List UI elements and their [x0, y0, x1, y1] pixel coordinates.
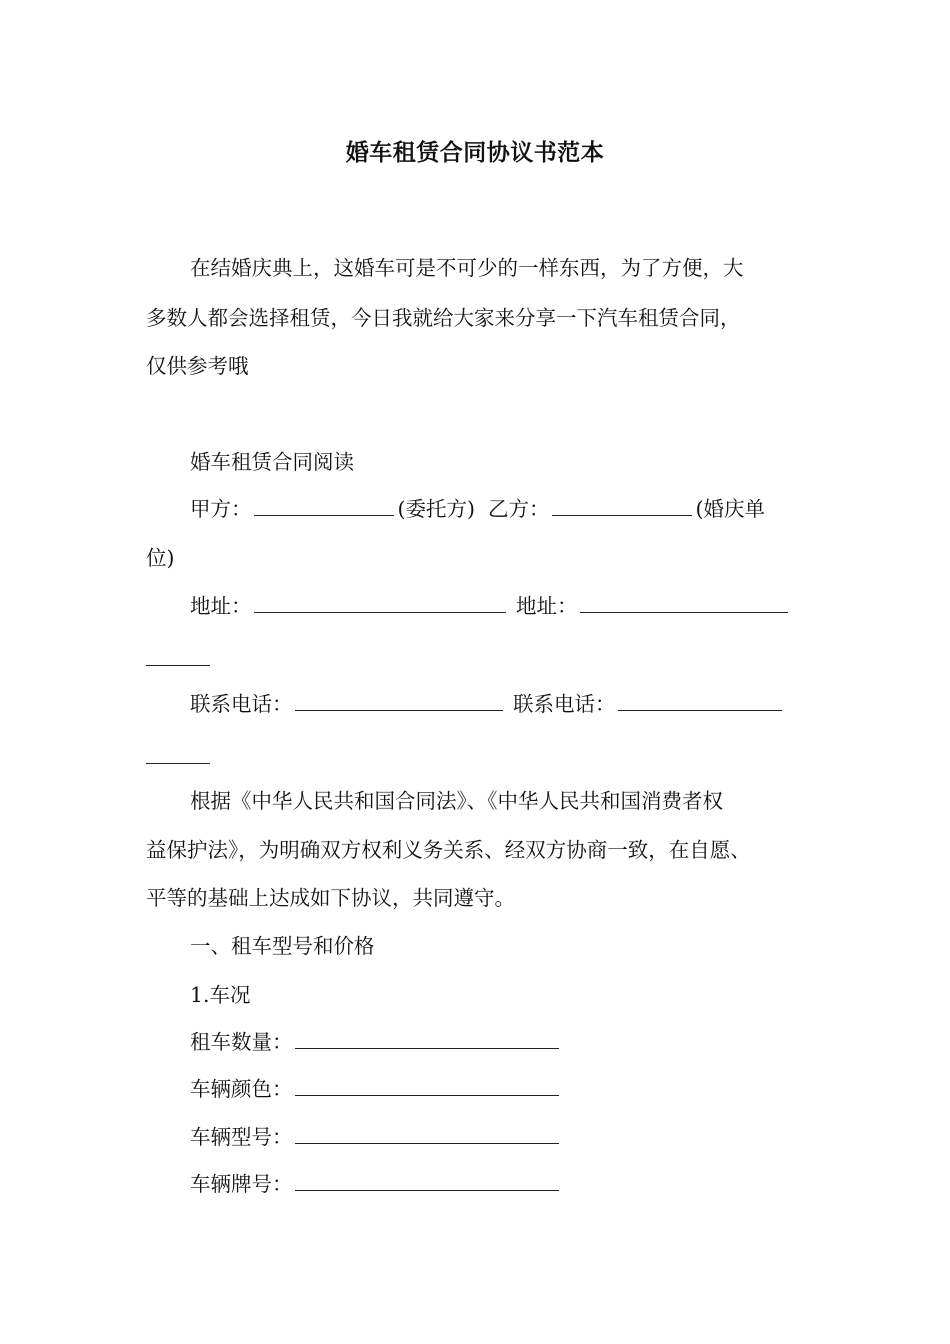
preamble-line-3: 平等的基础上达成如下协议，共同遵守。: [146, 886, 515, 910]
field-license-plate: [190, 1170, 563, 1198]
field-vehicle-model: [190, 1123, 563, 1151]
phone-line: [190, 690, 786, 718]
field-rental-quantity: [190, 1028, 563, 1056]
intro-line-3: 仅供参考哦: [146, 354, 249, 378]
phone-a-label: 联系电话：: [190, 692, 293, 716]
preamble-line-2: 益保护法》，为明确双方权利义务关系、经双方协商一致，在自愿、: [146, 838, 751, 862]
field-blank: [295, 1170, 559, 1191]
address-a-blank: [254, 592, 506, 613]
clause-1-subheading: 1.车况: [190, 983, 251, 1007]
address-line: [190, 592, 792, 620]
party-b-label: 乙方：: [488, 497, 550, 521]
preamble-line-1: 根据《中华人民共和国合同法》、《中华人民共和国消费者权: [190, 789, 723, 813]
parties-line: [190, 495, 765, 523]
section-heading: 婚车租赁合同阅读: [190, 450, 354, 474]
address-b-label: 地址：: [516, 594, 578, 618]
field-blank: [295, 1075, 559, 1096]
field-vehicle-color: [190, 1075, 563, 1103]
address-b-blank: [580, 592, 788, 613]
intro-line-2: 多数人都会选择租赁，今日我就给大家来分享一下汽车租赁合同，: [146, 306, 741, 330]
clause-1-heading: 一、租车型号和价格: [190, 934, 375, 958]
field-label: 车辆颜色：: [190, 1077, 293, 1101]
address-a-label: 地址：: [190, 594, 252, 618]
field-blank: [295, 1123, 559, 1144]
party-a-label: 甲方：: [190, 497, 252, 521]
address-b-blank-continued: [146, 664, 210, 666]
party-a-role: (委托方): [397, 497, 475, 521]
phone-b-blank-continued: [146, 762, 210, 764]
field-label: 车辆型号：: [190, 1125, 293, 1149]
field-blank: [295, 1028, 559, 1049]
phone-b-label: 联系电话：: [513, 692, 616, 716]
phone-a-blank: [295, 690, 503, 711]
party-b-role: (婚庆单: [695, 497, 766, 521]
phone-b-blank: [618, 690, 782, 711]
intro-line-1: 在结婚庆典上，这婚车可是不可少的一样东西，为了方便，大: [190, 256, 744, 280]
field-label: 车辆牌号：: [190, 1172, 293, 1196]
document-title: 婚车租赁合同协议书范本: [345, 140, 605, 166]
party-b-role-continued: 位): [146, 546, 175, 570]
field-label: 租车数量：: [190, 1030, 293, 1054]
party-a-blank: [254, 495, 394, 516]
party-b-blank: [552, 495, 692, 516]
